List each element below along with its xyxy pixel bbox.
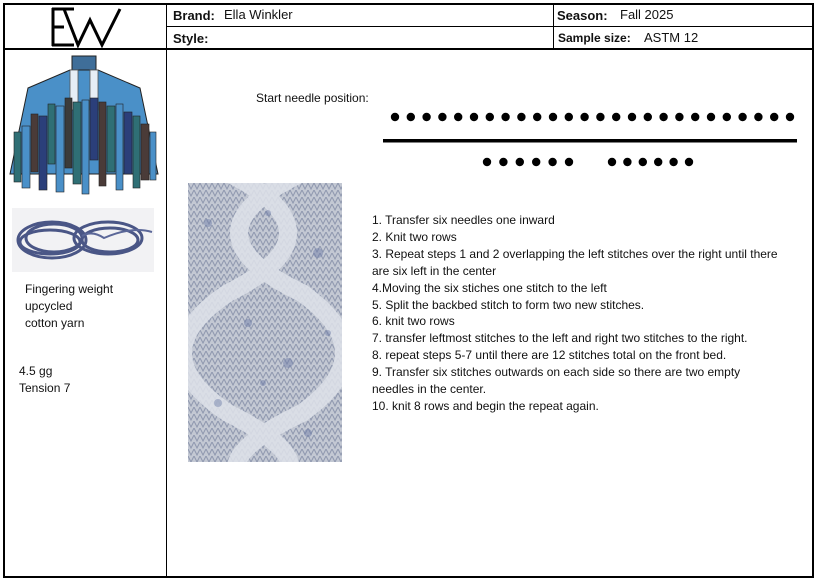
back-bed-needle [517, 113, 525, 121]
style-label: Style: [173, 31, 209, 46]
back-bed-needle [565, 113, 573, 121]
step-2: 2. Knit two rows [372, 229, 457, 244]
back-bed-needle [533, 113, 541, 121]
needle-bed-line [383, 139, 797, 143]
header-bottom-line [3, 48, 814, 50]
yarn-description [25, 281, 113, 332]
machine-settings [19, 363, 70, 397]
back-bed-needle [501, 113, 509, 121]
front-bed-needle-left [483, 158, 491, 166]
sample-size-label: Sample size: [558, 31, 631, 45]
back-bed-needle [407, 113, 415, 121]
yarn-line-1: Fingering weight [25, 282, 114, 296]
needle-position-diagram [380, 105, 800, 175]
step-4: 4.Moving the six stiches one stitch to the left [372, 280, 607, 295]
back-bed-needle [454, 113, 462, 121]
back-bed-needle [707, 113, 715, 121]
sample-size-value: ASTM 12 [644, 30, 699, 45]
step-3: 3. Repeat steps 1 and 2 overlapping the left stitches over the right until there are six left in the center [372, 246, 778, 278]
brand-value: Ella Winkler [224, 7, 293, 22]
season-divider [553, 3, 554, 49]
back-bed-needle [675, 113, 683, 121]
front-bed-needle-right [623, 158, 631, 166]
back-bed-needle [659, 113, 667, 121]
step-8: 8. repeat steps 5-7 until there are 12 stitches total on the front bed. [372, 348, 727, 363]
front-bed-needle-right [669, 158, 677, 166]
back-bed-needle [770, 113, 778, 121]
step-9: 9. Transfer six stitches outwards on each side so there are two empty needles in the center. [372, 365, 741, 397]
gauge-text: 4.5 gg [19, 364, 53, 378]
brand-label: Brand: [173, 8, 215, 23]
back-bed-needle [786, 113, 794, 121]
back-bed-needle [644, 113, 652, 121]
back-bed-needle [691, 113, 699, 121]
back-bed-needle [580, 113, 588, 121]
needle-position-label: Start needle position: [256, 91, 369, 105]
front-bed-needle-left [516, 158, 524, 166]
front-bed-needle-left [499, 158, 507, 166]
yarn-photo [12, 208, 154, 272]
season-value: Fall 2025 [620, 7, 674, 22]
back-bed-needle [391, 113, 399, 121]
back-bed-needle [549, 113, 557, 121]
back-bed-needle [596, 113, 604, 121]
back-bed-needle [422, 113, 430, 121]
front-bed-needle-left [548, 158, 556, 166]
back-bed-needle [612, 113, 620, 121]
tension-text: Tension 7 [19, 381, 71, 395]
front-bed-needle-right [654, 158, 662, 166]
sidebar-divider [166, 3, 167, 578]
back-bed-needle [723, 113, 731, 121]
back-bed-needle [486, 113, 494, 121]
back-bed-needle [438, 113, 446, 121]
brand-logo [50, 6, 124, 48]
header-mid-line [166, 26, 814, 27]
step-1: 1. Transfer six needles one inward [372, 213, 555, 227]
season-label: Season: [557, 8, 608, 23]
step-6: 6. knit two rows [372, 314, 455, 329]
step-5: 5. Split the backbed stitch to form two new stitches. [372, 297, 645, 312]
back-bed-needle [628, 113, 636, 121]
step-7: 7. transfer leftmost stitches to the left and right two stitches to the right. [372, 331, 748, 346]
knit-swatch-photo [188, 183, 342, 462]
step-10: 10. knit 8 rows and begin the repeat again. [372, 398, 599, 413]
front-bed-needle-right [608, 158, 616, 166]
front-bed-needle-right [639, 158, 647, 166]
back-bed-needle [754, 113, 762, 121]
yarn-line-3: cotton yarn [25, 316, 85, 330]
front-bed-needle-left [532, 158, 540, 166]
instruction-steps [372, 212, 782, 415]
back-bed-needle [738, 113, 746, 121]
yarn-line-2: upcycled [25, 299, 73, 313]
back-bed-needle [470, 113, 478, 121]
garment-illustration [8, 54, 160, 200]
front-bed-needle-left [565, 158, 573, 166]
front-bed-needle-right [685, 158, 693, 166]
